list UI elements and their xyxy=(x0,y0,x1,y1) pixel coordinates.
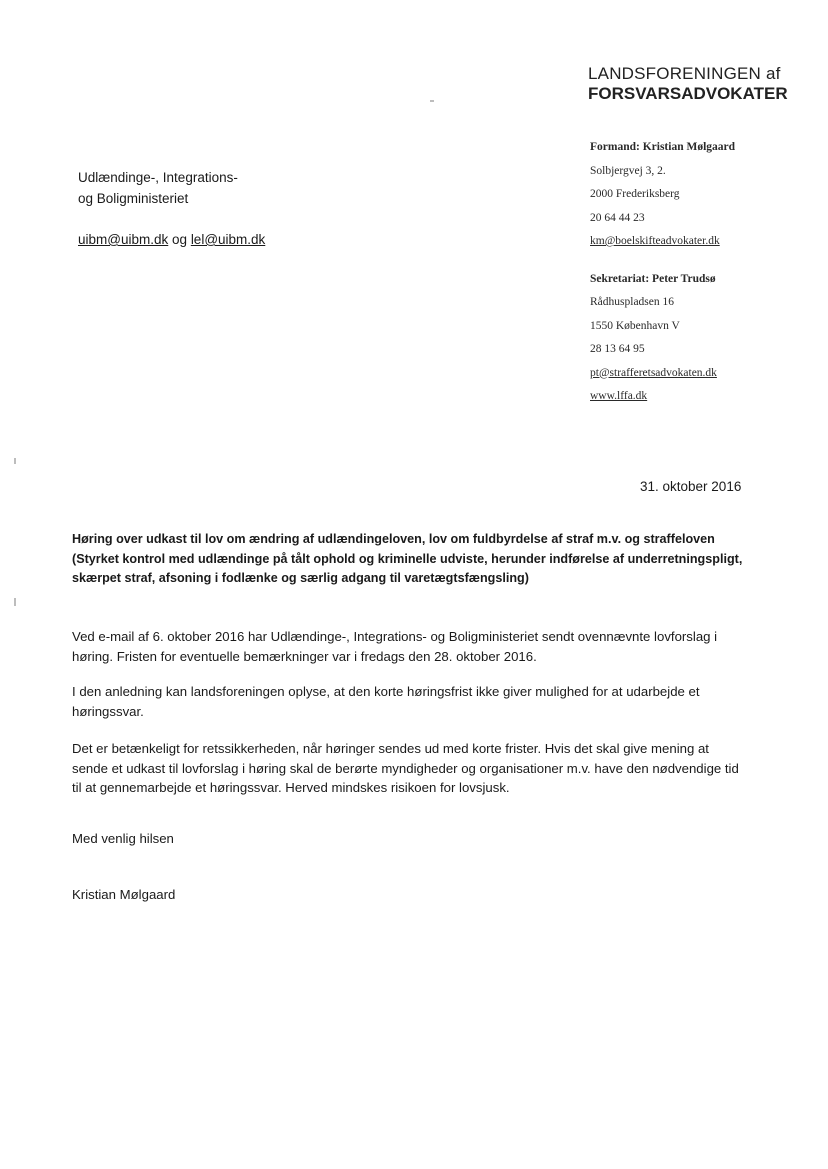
logo-line-2: FORSVARSADVOKATER xyxy=(588,84,788,103)
recipient-address xyxy=(78,167,238,209)
letter-date: 31. oktober 2016 xyxy=(640,479,742,494)
spacer xyxy=(590,254,800,268)
scan-artifact xyxy=(14,458,16,464)
recipient-email-connector: og xyxy=(172,232,188,247)
scan-artifact xyxy=(430,100,434,102)
logo-line-1: LANDSFORENINGEN af xyxy=(588,64,781,83)
recipient-emails xyxy=(78,232,265,247)
secretariat-email-link[interactable]: pt@strafferetsadvokaten.dk xyxy=(590,366,717,379)
chair-title: Formand: Kristian Mølgaard xyxy=(590,141,736,153)
recipient-email-link-2[interactable]: lel@uibm.dk xyxy=(190,232,266,247)
body-paragraph-2: I den anledning kan landsforeningen oplyse, at den korte høringsfrist ikke giver mulighed for at udarbejde et høringssvar. xyxy=(72,684,700,719)
chair-phone: 20 64 44 23 xyxy=(590,211,645,224)
secretariat-phone: 28 13 64 95 xyxy=(590,343,645,355)
letterhead-logo xyxy=(588,64,808,104)
secretariat-street: Rådhuspladsen 16 xyxy=(590,296,675,308)
signature-name: Kristian Mølgaard xyxy=(72,887,176,902)
recipient-line-2: og Boligministeriet xyxy=(78,191,189,206)
secretariat-city: 1550 København V xyxy=(590,319,680,332)
chair-city: 2000 Frederiksberg xyxy=(590,188,680,200)
website-link[interactable]: www.lffa.dk xyxy=(590,390,648,402)
letter-subject: Høring over udkast til lov om ændring af udlændingeloven, lov om fuldbyrdelse af straf m.v. og straffeloven (Styrket kontrol med udlændinge på tålt ophold og kriminelle udviste, herunder indførelse af underretningspligt, skærpet straf, afsoning i fodlænke og særlig adgang til varetægtsfængsling) xyxy=(72,532,743,585)
sender-contact-block xyxy=(590,136,800,409)
body-paragraph-3: Det er betænkeligt for retssikkerheden, når høringer sendes ud med korte frister. Hvis det skal give mening at sende et udkast til lovforslag i høring skal de berørte myndigheder og organisationer m.v. have den nødvendige tid til at gennemarbejde et høringssvar. Herved mindskes risikoen for lovsjusk. xyxy=(72,741,739,795)
secretariat-title: Sekretariat: Peter Trudsø xyxy=(590,272,716,285)
body-paragraph-1: Ved e-mail af 6. oktober 2016 har Udlændinge-, Integrations- og Boligministeriet sendt ovennævnte lovforslag i høring. Fristen for eventuelle bemærkninger var i fredags den 28. oktober 2016. xyxy=(72,629,718,664)
recipient-line-1: Udlændinge-, Integrations- xyxy=(78,170,238,185)
scan-artifact xyxy=(14,598,16,606)
recipient-email-link-1[interactable]: uibm@uibm.dk xyxy=(78,232,169,247)
chair-email-link[interactable]: km@boelskifteadvokater.dk xyxy=(590,235,720,247)
closing-salutation: Med venlig hilsen xyxy=(72,831,174,846)
chair-street: Solbjergvej 3, 2. xyxy=(590,164,666,177)
